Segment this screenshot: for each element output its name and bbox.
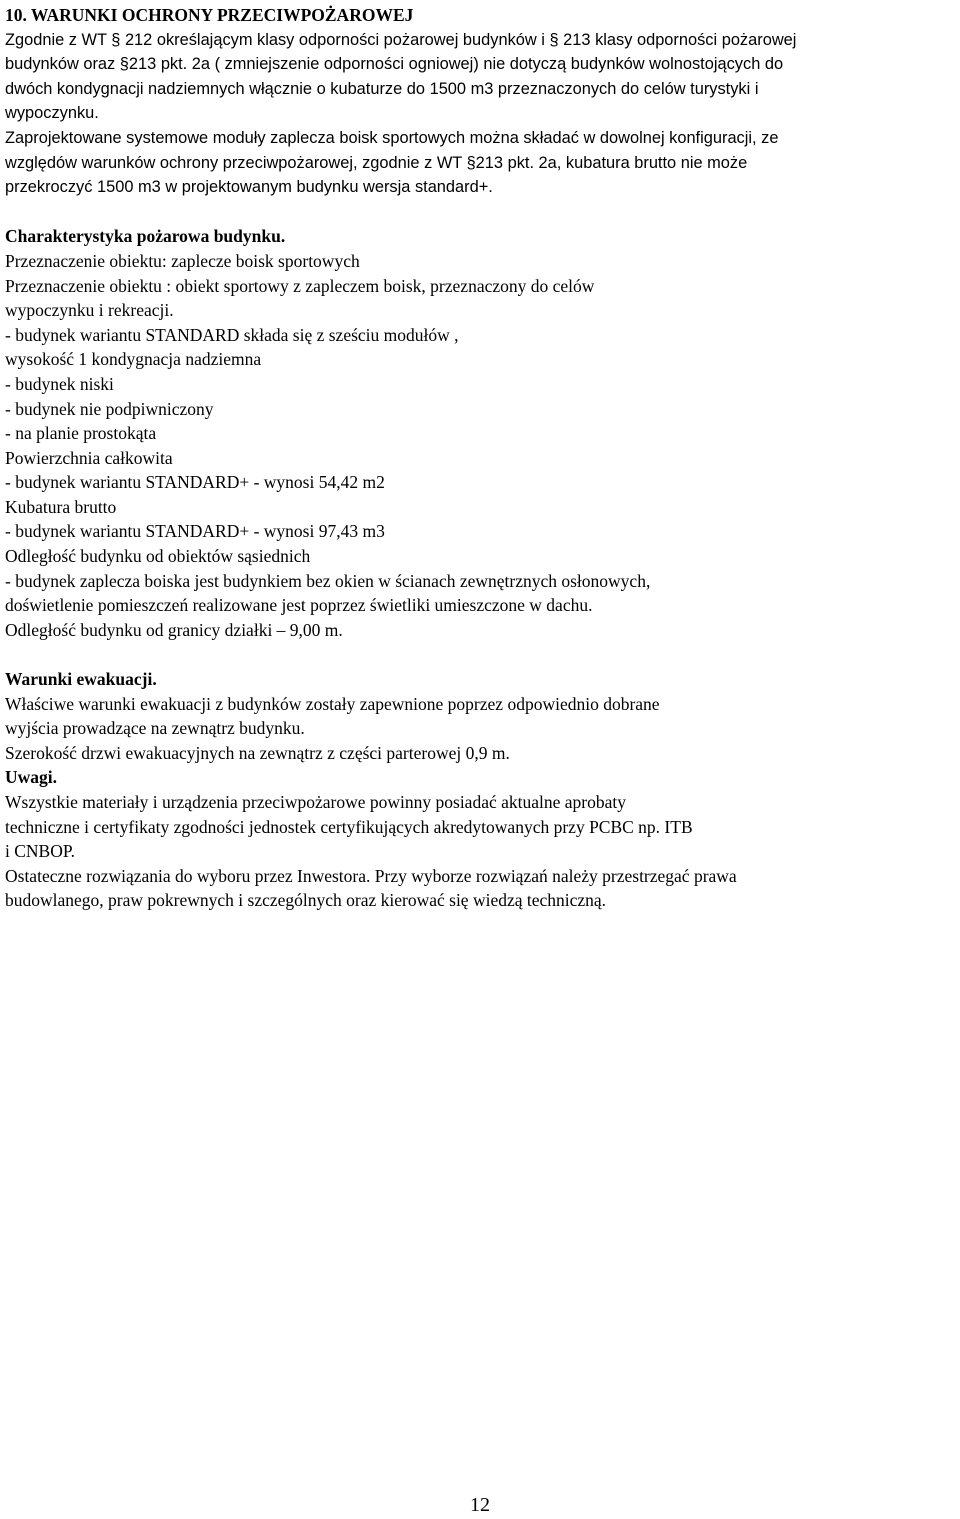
- section-title: Charakterystyka pożarowa budynku.: [5, 226, 286, 247]
- evacuation-section: [5, 667, 955, 765]
- text-line: - budynek wariantu STANDARD składa się z sześciu modułów ,: [5, 324, 459, 345]
- text-line: wysokość 1 kondygnacja nadziemna: [5, 349, 262, 370]
- intro-line: wypoczynku.: [5, 104, 99, 123]
- text-line: - budynek niski: [5, 373, 114, 394]
- intro-line: Zgodnie z WT § 212 określającym klasy odporności pożarowej budynków i § 213 klasy odporności pożarowej: [5, 30, 797, 49]
- intro-paragraph: [5, 28, 955, 200]
- text-line: i CNBOP.: [5, 841, 76, 862]
- text-line: Powierzchnia całkowita: [5, 447, 173, 468]
- text-line: budowlanego, praw pokrewnych i szczególnych oraz kierować się wiedzą techniczną.: [5, 890, 607, 911]
- intro-line: Zaprojektowane systemowe moduły zaplecza boisk sportowych można składać w dowolnej konfiguracji, ze: [5, 128, 779, 147]
- text-line: techniczne i certyfikaty zgodności jednostek certyfikujących akredytowanych przy PCBC np. ITB: [5, 816, 693, 837]
- blank-line: [5, 200, 955, 225]
- remarks-section: [5, 765, 955, 913]
- text-line: - na planie prostokąta: [5, 423, 157, 444]
- section-title: Uwagi.: [5, 767, 58, 788]
- text-line: Przeznaczenie obiektu: zaplecze boisk sportowych: [5, 250, 360, 271]
- text-line: Ostateczne rozwiązania do wyboru przez Inwestora. Przy wyborze rozwiązań należy przestrzegać prawa: [5, 865, 737, 886]
- text-line: Wszystkie materiały i urządzenia przeciwpożarowe powinny posiadać aktualne aprobaty: [5, 792, 626, 812]
- blank-line: [5, 642, 955, 667]
- text-line: - budynek nie podpiwniczony: [5, 398, 214, 419]
- section-heading: 10. WARUNKI OCHRONY PRZECIWPOŻAROWEJ: [5, 5, 414, 25]
- text-line: Odległość budynku od granicy działki – 9,00 m.: [5, 619, 343, 640]
- text-line: - budynek wariantu STANDARD+ - wynosi 97,43 m3: [5, 521, 385, 542]
- text-line: doświetlenie pomieszczeń realizowane jest poprzez świetliki umieszczone w dachu.: [5, 595, 593, 616]
- text-line: - budynek zaplecza boiska jest budynkiem bez okien w ścianach zewnętrznych osłonowych,: [5, 570, 651, 591]
- intro-line: przekroczyć 1500 m3 w projektowanym budynku wersja standard+.: [5, 178, 493, 197]
- text-line: Przeznaczenie obiektu : obiekt sportowy z zapleczem boisk, przeznaczony do celów: [5, 275, 595, 296]
- section-title: Warunki ewakuacji.: [5, 669, 157, 690]
- text-line: - budynek wariantu STANDARD+ - wynosi 54,42 m2: [5, 472, 385, 493]
- text-line: wyjścia prowadzące na zewnątrz budynku.: [5, 718, 305, 739]
- text-line: wypoczynku i rekreacji.: [5, 300, 174, 321]
- document-page: [5, 3, 955, 913]
- intro-line: względów warunków ochrony przeciwpożarowej, zgodnie z WT §213 pkt. 2a, kubatura brutto nie może: [5, 153, 748, 172]
- text-line: Kubatura brutto: [5, 496, 117, 517]
- fire-characteristics-section: [5, 224, 955, 642]
- page-number: 12: [470, 1494, 490, 1516]
- text-line: Odległość budynku od obiektów sąsiednich: [5, 546, 311, 567]
- intro-line: dwóch kondygnacji nadziemnych włącznie o kubaturze do 1500 m3 przeznaczonych do celów turystyki i: [5, 79, 759, 98]
- intro-line: budynków oraz §213 pkt. 2a ( zmniejszenie odporności ogniowej) nie dotyczą budynków wolnostojących do: [5, 55, 784, 74]
- text-line: Szerokość drzwi ewakuacyjnych na zewnątrz z części parterowej 0,9 m.: [5, 742, 510, 763]
- text-line: Właściwe warunki ewakuacji z budynków zostały zapewnione poprzez odpowiednio dobrane: [5, 693, 660, 714]
